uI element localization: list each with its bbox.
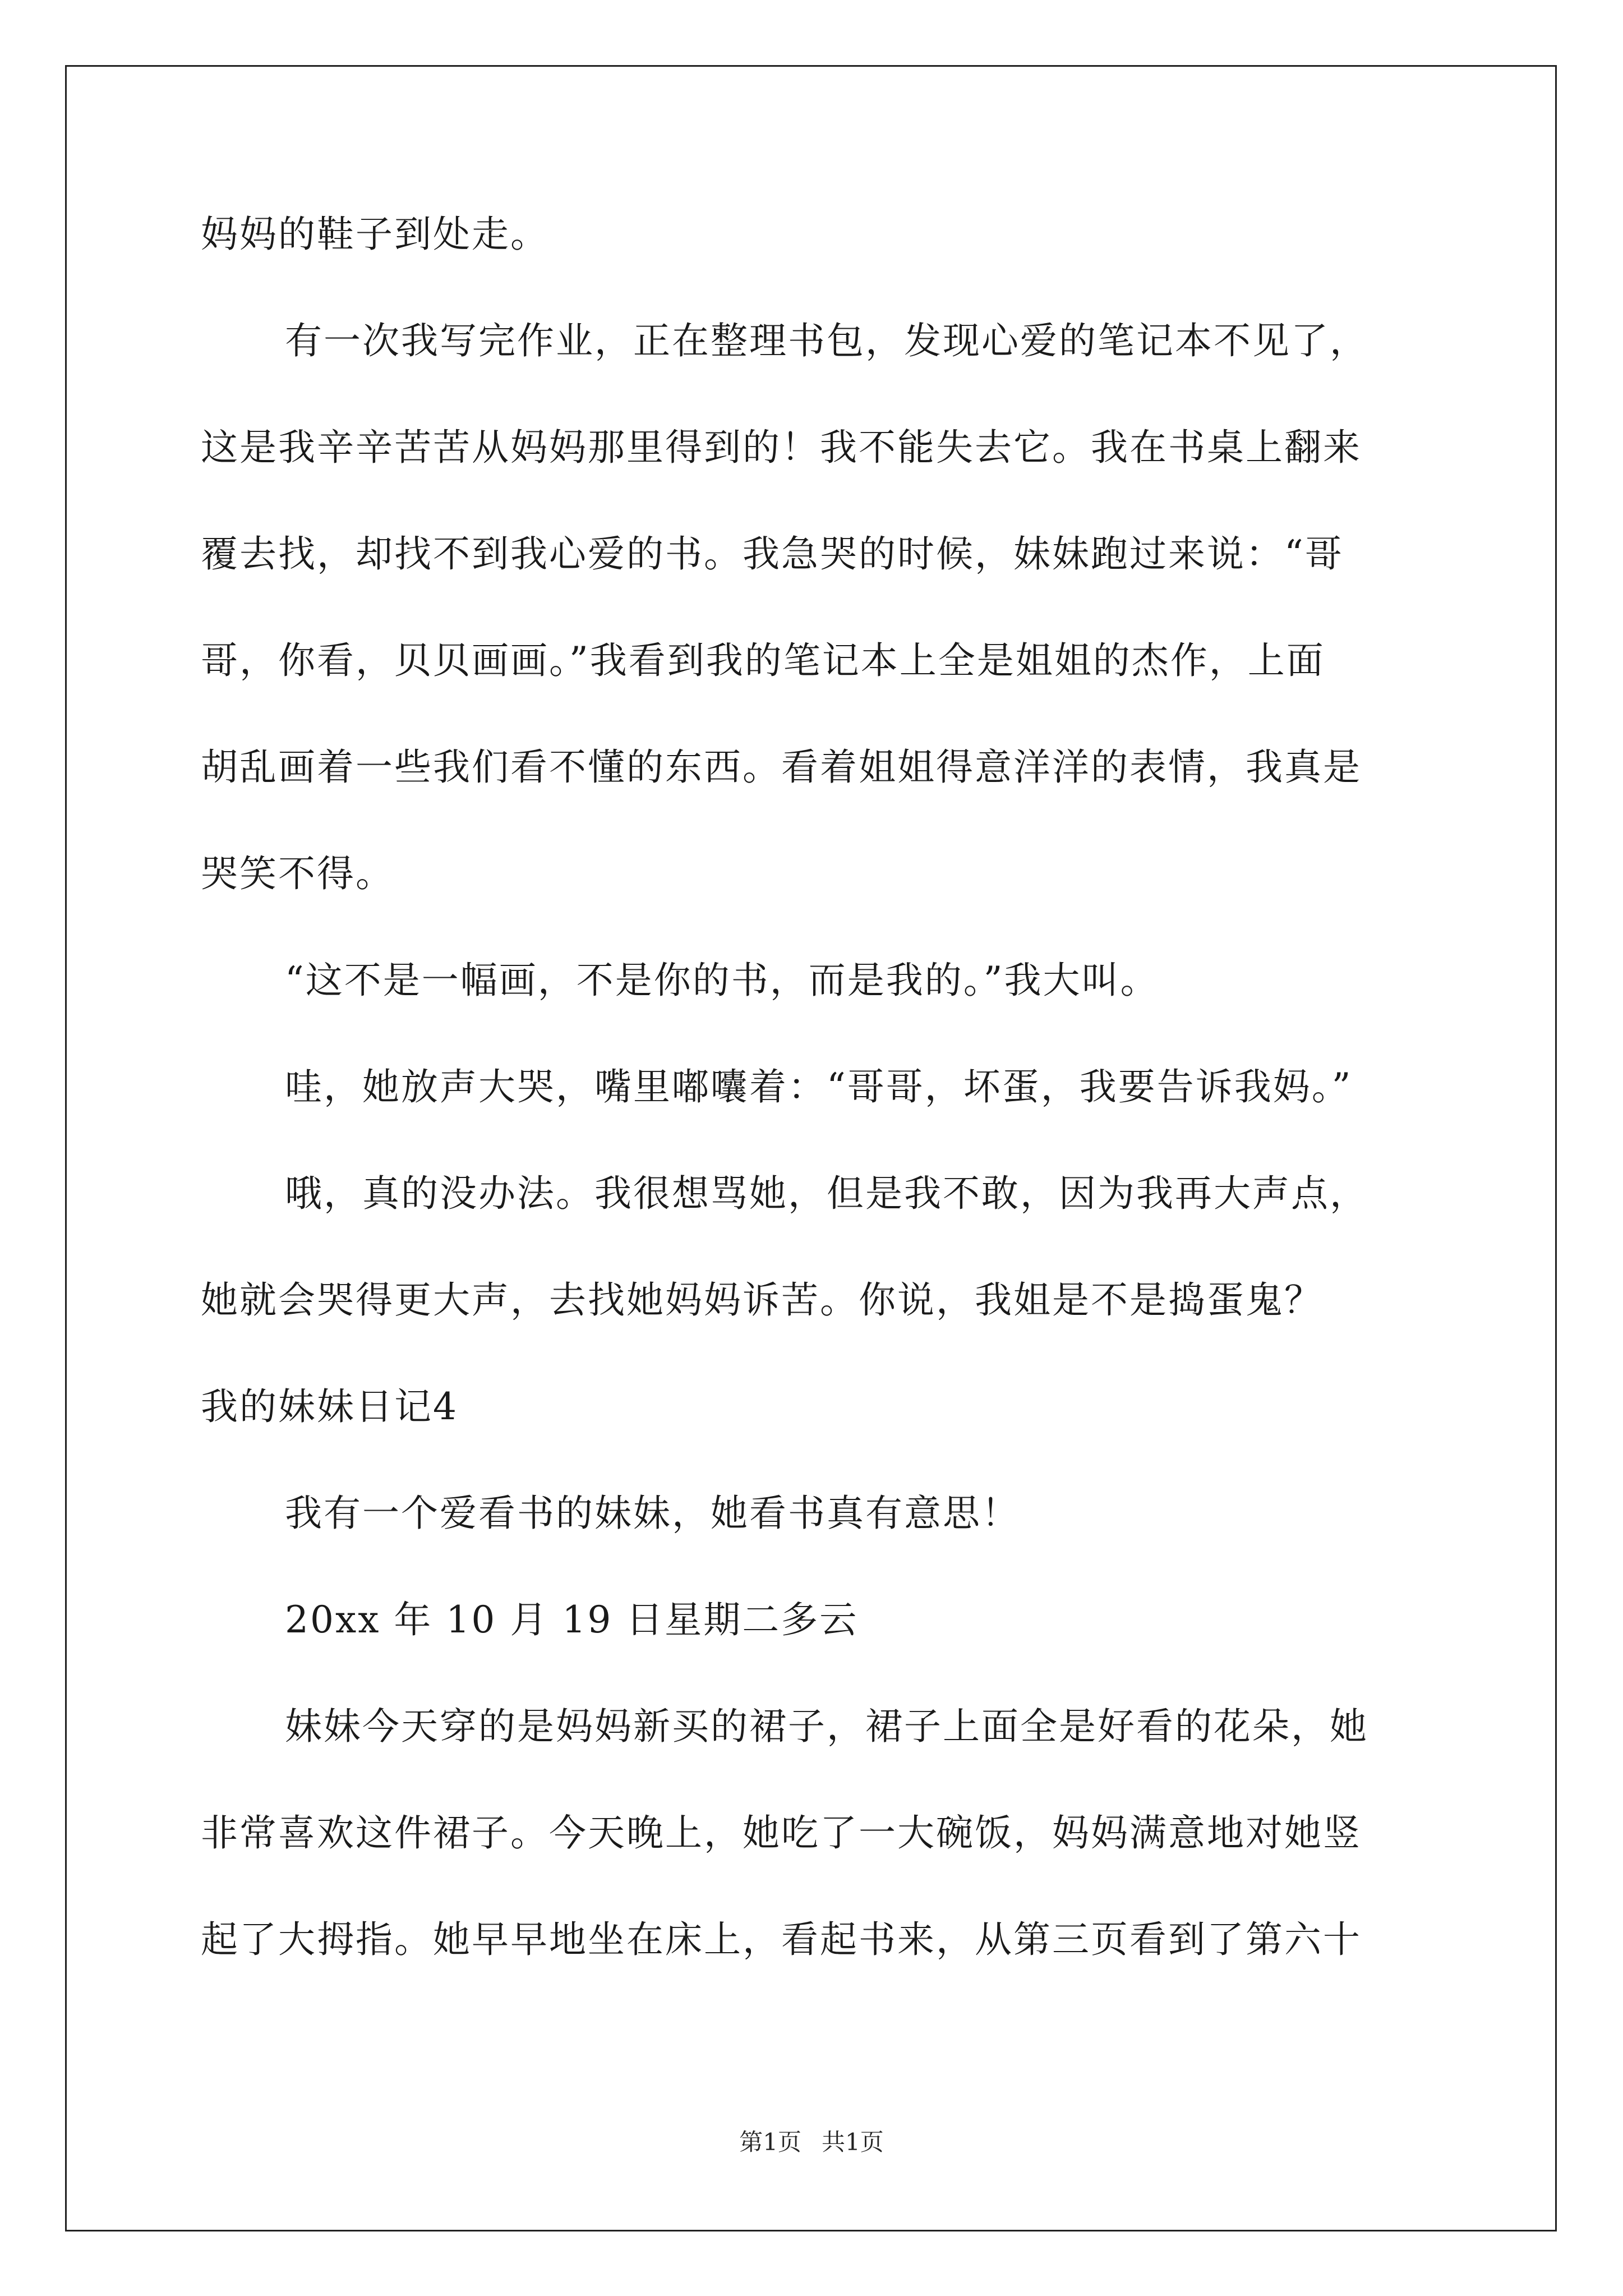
paragraph-line: 有一次我写完作业，正在整理书包，发现心爱的笔记本不见了， xyxy=(285,319,1368,362)
page-footer xyxy=(0,2128,1623,2157)
page-number: 第1页 xyxy=(739,2128,801,2156)
paragraph-line: 她就会哭得更大声，去找她妈妈诉苦。你说，我姐是不是捣蛋鬼？ xyxy=(201,1278,1323,1322)
page-total: 共1页 xyxy=(822,2128,884,2156)
paragraph-line: 妹妹今天穿的是妈妈新买的裙子，裙子上面全是好看的花朵，她 xyxy=(285,1705,1368,1748)
diary-date-line: 20xx 年 10 月 19 日星期二多云 xyxy=(285,1598,859,1641)
paragraph-line: 哦，真的没办法。我很想骂她，但是我不敢，因为我再大声点， xyxy=(285,1172,1368,1215)
paragraph-line: 哇，她放声大哭，嘴里嘟囔着：“哥哥，坏蛋，我要告诉我妈。” xyxy=(285,1065,1353,1108)
paragraph-line: 非常喜欢这件裙子。今天晚上，她吃了一大碗饭，妈妈满意地对她竖 xyxy=(201,1811,1362,1855)
paragraph-line: 我有一个爱看书的妹妹，她看书真有意思！ xyxy=(285,1492,1020,1535)
paragraph-line: 覆去找，却找不到我心爱的书。我急哭的时候，妹妹跑过来说：“哥 xyxy=(201,532,1344,576)
paragraph-line: 哥，你看，贝贝画画。”我看到我的笔记本上全是姐姐的杰作，上面 xyxy=(201,639,1325,682)
paragraph-line: 胡乱画着一些我们看不懂的东西。看着姐姐得意洋洋的表情，我真是 xyxy=(201,746,1362,789)
paragraph-line: “这不是一幅画，不是你的书，而是我的。”我大叫。 xyxy=(285,959,1159,1002)
paragraph-line: 这是我辛辛苦苦从妈妈那里得到的！我不能失去它。我在书桌上翻来 xyxy=(201,426,1362,469)
section-heading: 我的妹妹日记4 xyxy=(201,1385,458,1428)
document-body xyxy=(201,208,1435,1966)
paragraph-line: 起了大拇指。她早早地坐在床上，看起书来，从第三页看到了第六十 xyxy=(201,1918,1362,1961)
paragraph-line: 妈妈的鞋子到处走。 xyxy=(201,213,549,256)
paragraph-line: 哭笑不得。 xyxy=(201,852,394,895)
